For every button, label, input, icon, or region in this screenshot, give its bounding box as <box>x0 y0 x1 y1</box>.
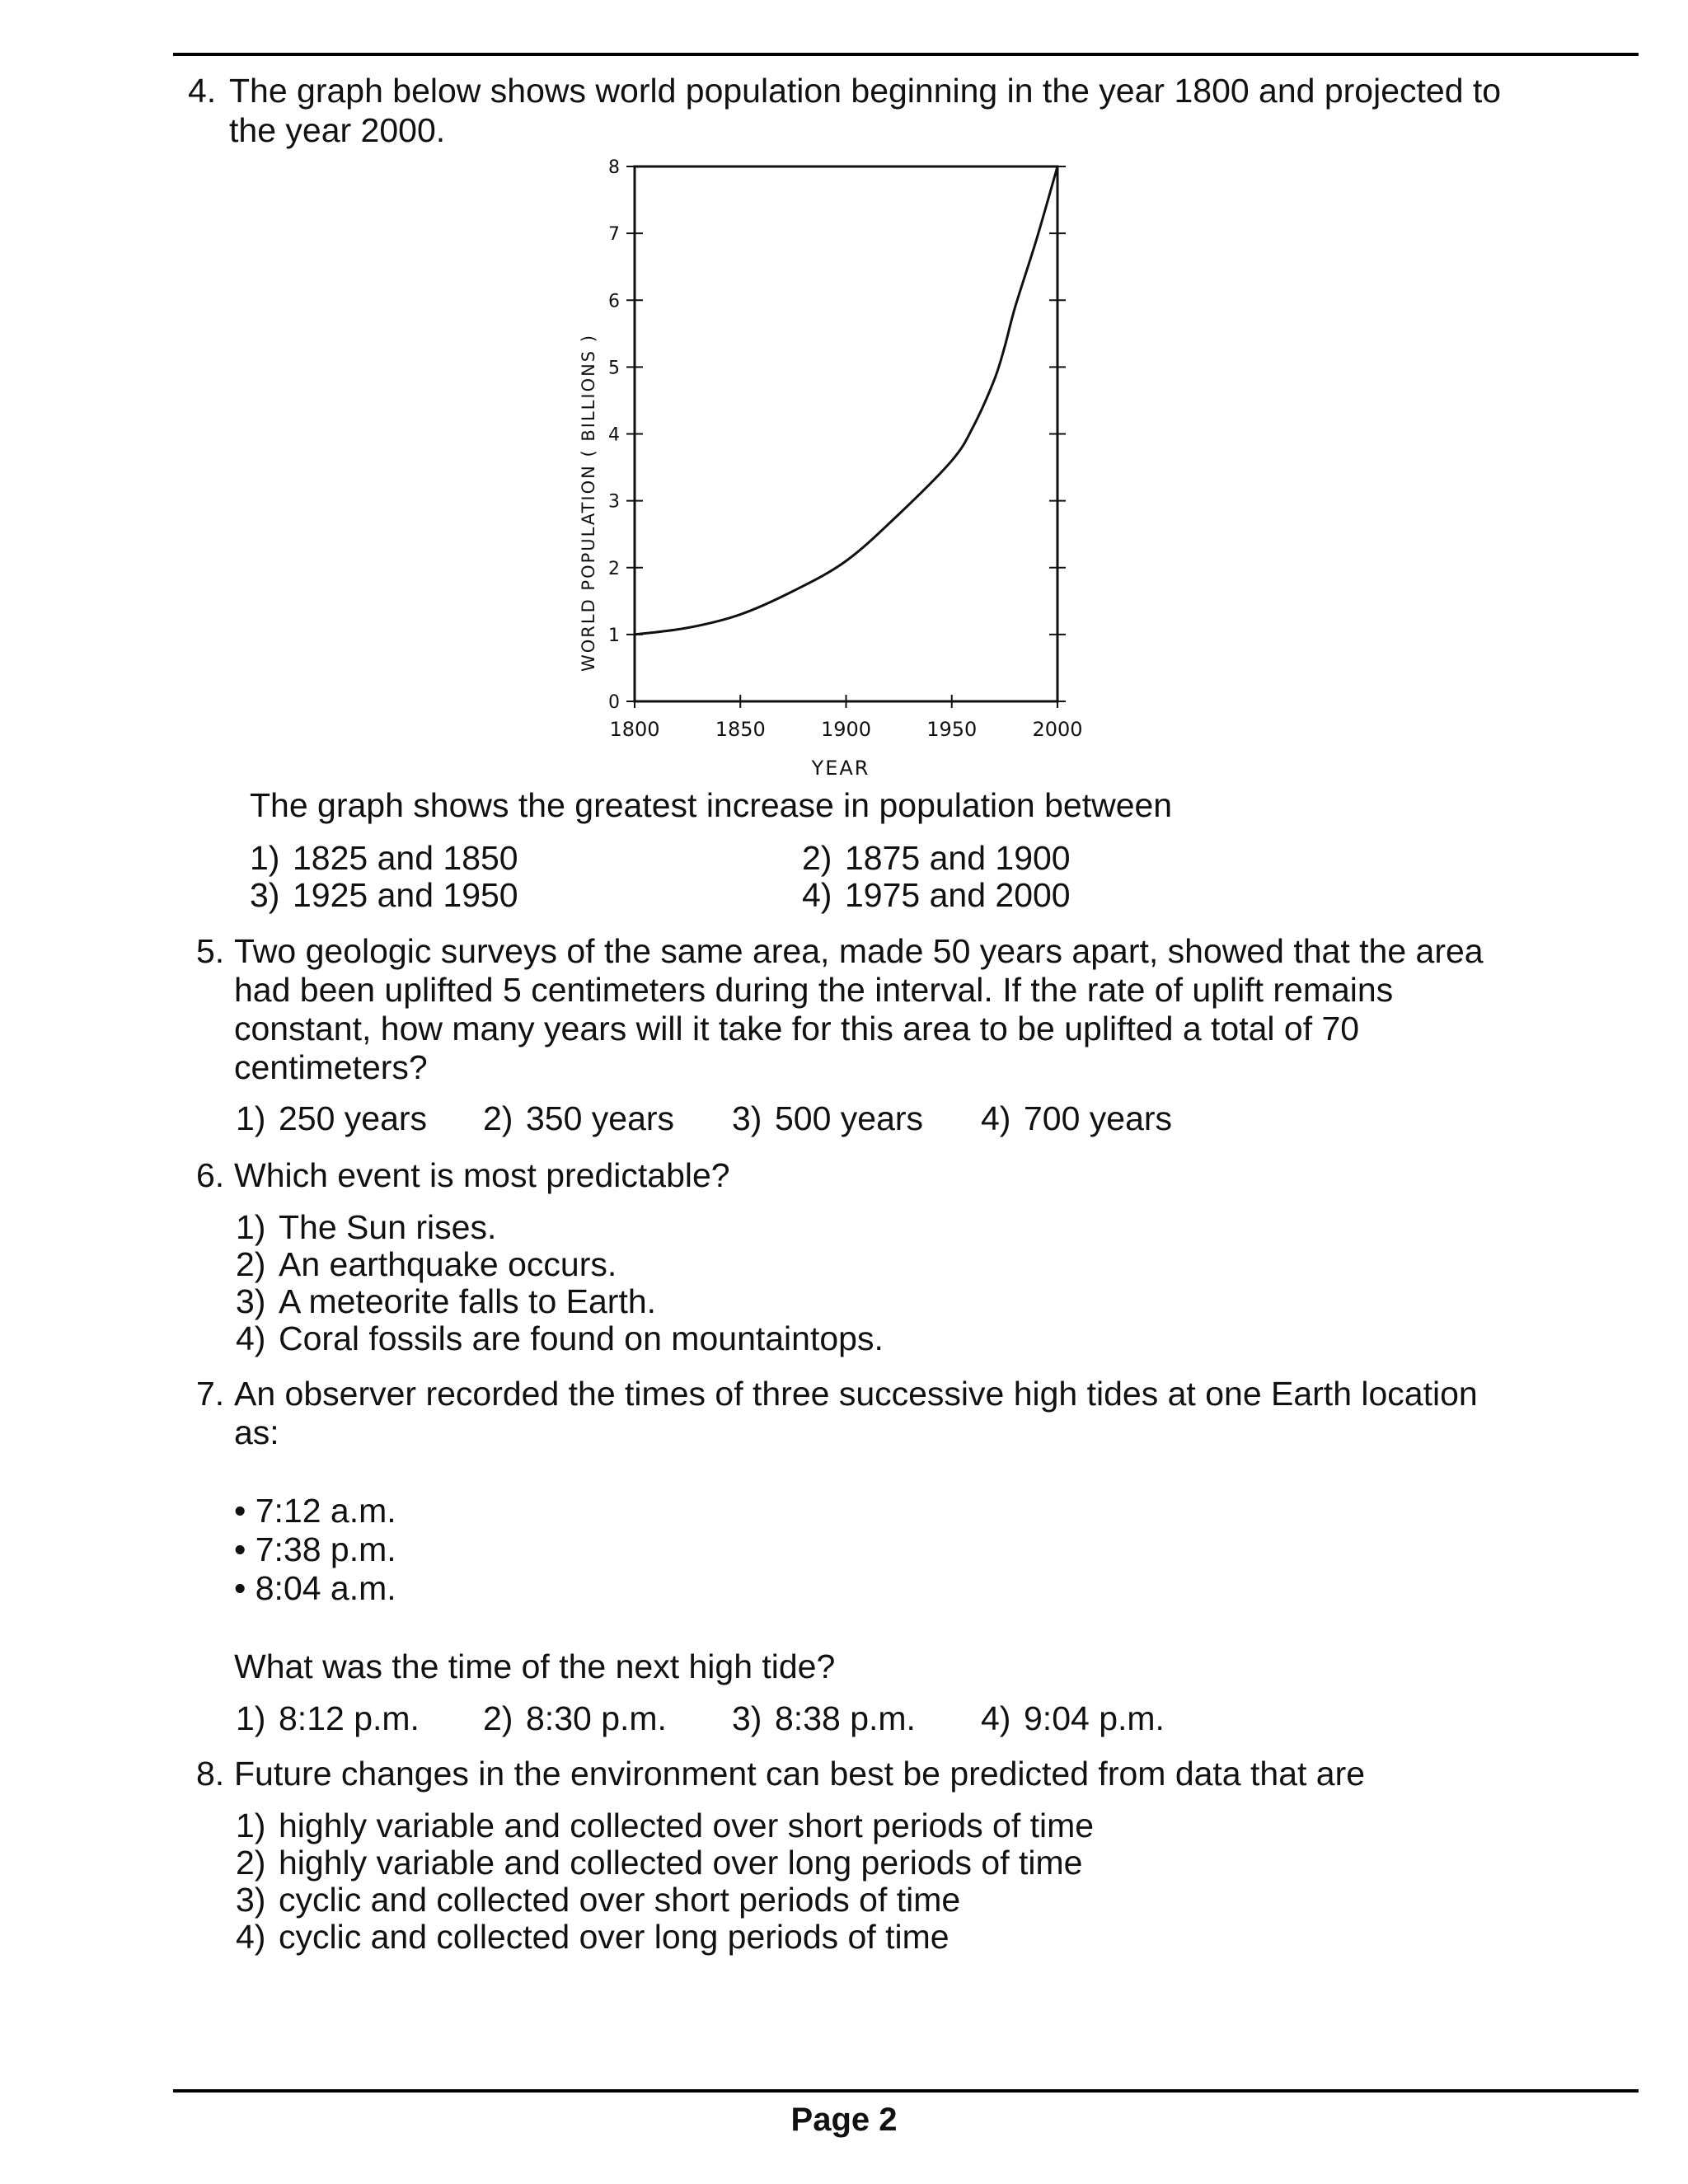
question-7-followup: What was the time of the next high tide? <box>234 1647 836 1685</box>
question-5-option-3[interactable] <box>732 1099 923 1137</box>
option-text: 350 years <box>526 1099 675 1137</box>
question-7-option-2[interactable] <box>483 1699 667 1737</box>
bottom-rule <box>173 2089 1639 2093</box>
question-4-number: 4. <box>188 72 217 110</box>
question-5-number: 5. <box>196 932 225 970</box>
x-tick-label: 1950 <box>926 718 978 741</box>
option-number: 3) <box>250 876 280 914</box>
question-6-text: Which event is most predictable? <box>234 1156 730 1194</box>
question-8-option-4[interactable] <box>236 1918 950 1956</box>
option-text: 1975 and 2000 <box>845 876 1071 914</box>
y-tick-label: 2 <box>608 558 620 579</box>
y-tick-label: 4 <box>608 424 620 446</box>
option-text: 500 years <box>775 1099 924 1137</box>
x-axis-label: YEAR <box>811 757 870 780</box>
question-4-option-4[interactable] <box>802 876 1071 914</box>
option-text: 1875 and 1900 <box>845 839 1071 877</box>
question-4-text-line-2: the year 2000. <box>229 111 446 149</box>
y-tick-label: 7 <box>608 224 620 246</box>
option-text: Coral fossils are found on mountaintops. <box>279 1319 884 1357</box>
option-number: 3) <box>732 1099 762 1137</box>
option-number: 3) <box>236 1282 266 1320</box>
page-number: Page 2 <box>790 2102 898 2138</box>
y-tick-label: 6 <box>608 291 620 312</box>
question-8-text: Future changes in the environment can best be predicted from data that are <box>234 1755 1366 1793</box>
question-4-followup: The graph shows the greatest increase in population between <box>250 786 1173 824</box>
tide-time-2: • 7:38 p.m. <box>234 1530 396 1568</box>
question-5-text-line-1: Two geologic surveys of the same area, made 50 years apart, showed that the area <box>234 932 1484 970</box>
option-text: 250 years <box>279 1099 428 1137</box>
option-number: 3) <box>732 1699 762 1737</box>
tide-time-1: • 7:12 a.m. <box>234 1492 396 1530</box>
question-4-option-2[interactable] <box>802 839 1071 877</box>
question-6-option-1[interactable] <box>236 1208 496 1246</box>
y-tick-label: 5 <box>608 358 620 379</box>
option-text: An earthquake occurs. <box>279 1245 617 1283</box>
x-tick-label: 2000 <box>1032 718 1083 741</box>
option-text: 1825 and 1850 <box>293 839 518 877</box>
option-text: 8:38 p.m. <box>775 1699 916 1737</box>
question-7-text-line-2: as: <box>234 1413 279 1451</box>
question-7-number: 7. <box>196 1375 225 1413</box>
y-tick-label: 0 <box>608 692 620 713</box>
question-5-text-line-2: had been uplifted 5 centimeters during the interval. If the rate of uplift remains <box>234 971 1394 1009</box>
question-8-option-2[interactable] <box>236 1844 1082 1882</box>
question-4-option-1[interactable] <box>250 839 518 877</box>
y-tick-label: 1 <box>608 625 620 646</box>
option-text: 1925 and 1950 <box>293 876 518 914</box>
option-number: 4) <box>236 1319 266 1357</box>
question-7-option-4[interactable] <box>981 1699 1165 1737</box>
option-text: 8:12 p.m. <box>279 1699 420 1737</box>
top-rule <box>173 53 1639 56</box>
question-8-option-1[interactable] <box>236 1807 1094 1844</box>
plot-frame <box>635 166 1057 701</box>
option-number: 1) <box>236 1807 266 1844</box>
option-text: A meteorite falls to Earth. <box>279 1282 657 1320</box>
option-number: 2) <box>483 1699 513 1737</box>
question-6-option-2[interactable] <box>236 1245 617 1283</box>
question-6-number: 6. <box>196 1156 225 1194</box>
option-number: 1) <box>236 1099 266 1137</box>
y-tick-label: 8 <box>608 157 620 178</box>
tide-time-3: • 8:04 a.m. <box>234 1569 396 1607</box>
option-number: 4) <box>981 1099 1011 1137</box>
option-text: The Sun rises. <box>279 1208 497 1246</box>
question-8-number: 8. <box>196 1755 225 1793</box>
question-5-text-line-4: centimeters? <box>234 1048 428 1086</box>
option-number: 4) <box>802 876 832 914</box>
question-5-text-line-3: constant, how many years will it take for this area to be uplifted a total of 70 <box>234 1010 1360 1047</box>
question-7-option-1[interactable] <box>236 1699 420 1737</box>
option-number: 2) <box>236 1844 266 1882</box>
question-5-option-4[interactable] <box>981 1099 1172 1137</box>
option-number: 2) <box>236 1245 266 1283</box>
option-number: 1) <box>236 1699 266 1737</box>
question-7-option-3[interactable] <box>732 1699 916 1737</box>
y-axis-label: WORLD POPULATION ( BILLIONS ) <box>579 333 598 673</box>
option-number: 1) <box>250 839 280 877</box>
population-chart <box>560 148 1137 799</box>
chart-axes <box>635 166 1057 701</box>
option-number: 1) <box>236 1208 266 1246</box>
option-text: 9:04 p.m. <box>1024 1699 1165 1737</box>
option-number: 2) <box>802 839 832 877</box>
chart-series <box>635 166 1057 635</box>
x-tick-label: 1850 <box>715 718 766 741</box>
option-text: 8:30 p.m. <box>526 1699 667 1737</box>
option-number: 3) <box>236 1881 266 1919</box>
question-6-option-4[interactable] <box>236 1319 884 1357</box>
option-text: highly variable and collected over long periods of time <box>279 1844 1083 1882</box>
question-8-option-3[interactable] <box>236 1881 960 1919</box>
question-4-option-3[interactable] <box>250 876 518 914</box>
option-number: 2) <box>483 1099 513 1137</box>
option-text: cyclic and collected over long periods of time <box>279 1918 950 1956</box>
question-7-text-line-1: An observer recorded the times of three successive high tides at one Earth location <box>234 1375 1478 1413</box>
question-6-option-3[interactable] <box>236 1282 656 1320</box>
chart-ticks <box>608 157 1083 741</box>
x-tick-label: 1900 <box>820 718 872 741</box>
question-5-option-2[interactable] <box>483 1099 674 1137</box>
option-text: cyclic and collected over short periods of time <box>279 1881 961 1919</box>
option-number: 4) <box>236 1918 266 1956</box>
population-curve <box>635 166 1057 635</box>
y-tick-label: 3 <box>608 491 620 513</box>
question-4-text-line-1: The graph below shows world population beginning in the year 1800 and projected to <box>229 72 1502 110</box>
option-number: 4) <box>981 1699 1011 1737</box>
x-tick-label: 1800 <box>609 718 660 741</box>
option-text: highly variable and collected over short periods of time <box>279 1807 1095 1844</box>
question-5-option-1[interactable] <box>236 1099 427 1137</box>
option-text: 700 years <box>1024 1099 1173 1137</box>
